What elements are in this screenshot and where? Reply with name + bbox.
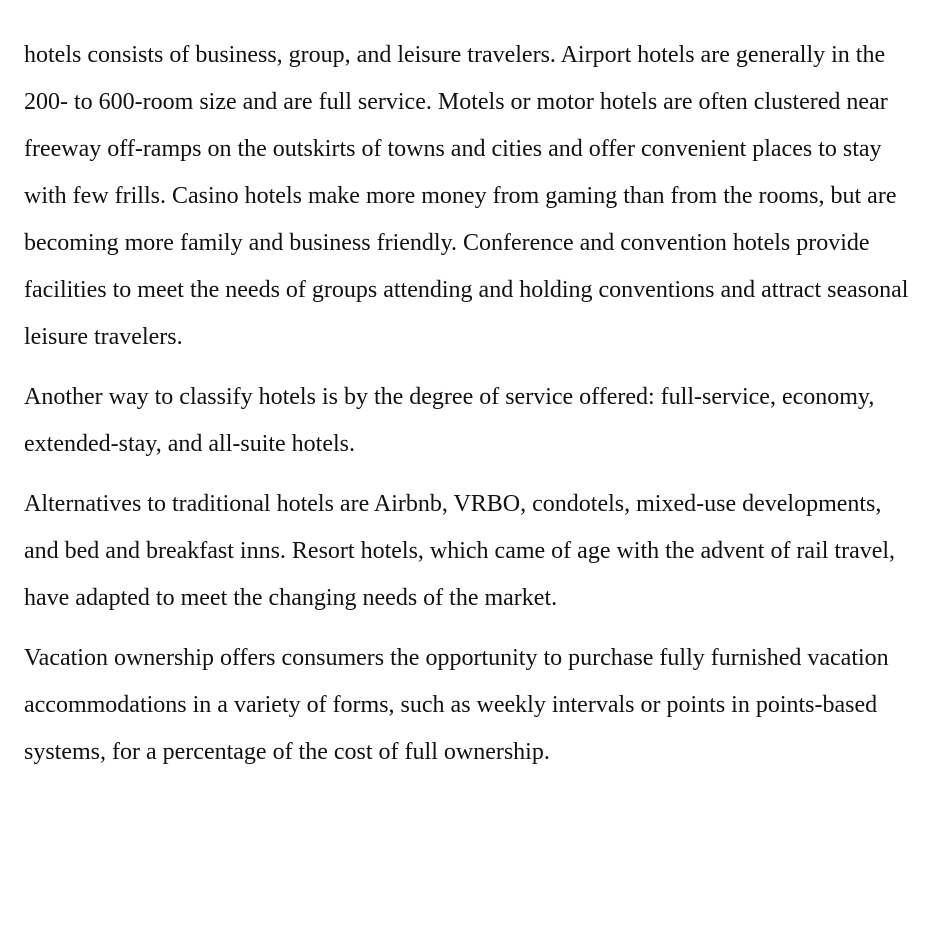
paragraph-service-classification: Another way to classify hotels is by the degree of service offered: full-service, economy, extended-stay, and all-suite hotels. <box>24 384 875 457</box>
paragraph-hotel-alternatives: Alternatives to traditional hotels are Airbnb, VRBO, condotels, mixed-use developments, and bed and breakfast inns. Resort hotels, which came of age with the advent of rail travel, have adapted to meet the changing needs of the market. <box>24 491 896 611</box>
paragraph-vacation-ownership: Vacation ownership offers consumers the opportunity to purchase fully furnished vacation accommodations in a variety of forms, such as weekly intervals or points in points-based systems, for a percentage of the cost of full ownership. <box>24 645 889 765</box>
paragraph-hotel-types: hotels consists of business, group, and leisure travelers. Airport hotels are generally in the 200- to 600-room size and are full service. Motels or motor hotels are often clustered near freeway off-ramps on the outskirts of towns and cities and offer convenient places to stay with few frills. Casino hotels make more money from gaming than from the rooms, but are becoming more family and business friendly. Conference and convention hotels provide facilities to meet the needs of groups attending and holding conventions and attract seasonal leisure travelers. <box>24 42 909 350</box>
